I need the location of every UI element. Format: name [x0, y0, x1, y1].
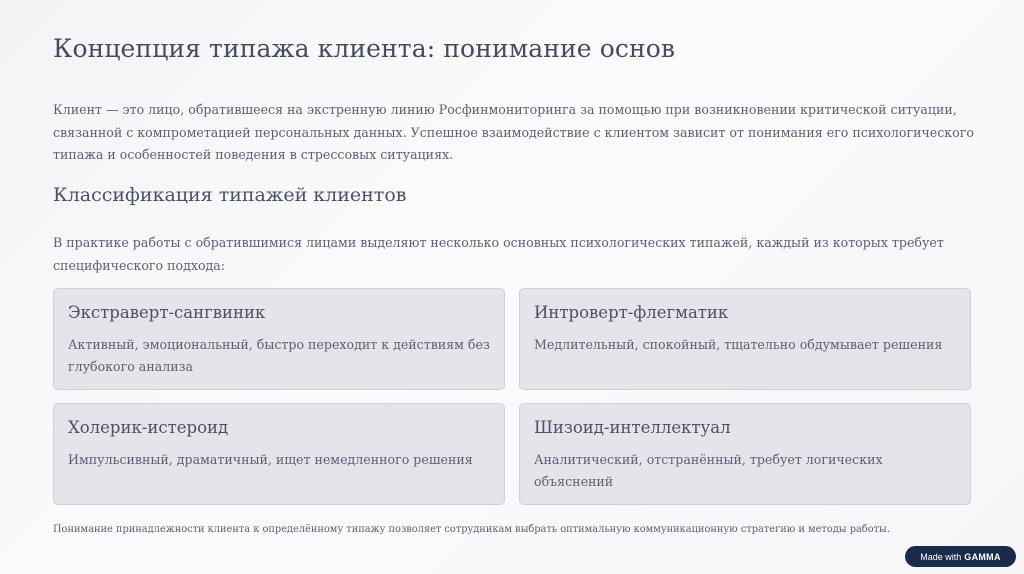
card-description: Импульсивный, драматичный, ищет немедленного решения — [68, 452, 473, 467]
card-description: Активный, эмоциональный, быстро переходит к действиям без глубокого анализа — [68, 337, 490, 374]
card-title: Интроверт-флегматик — [534, 303, 729, 322]
card-title: Шизоид-интеллектуал — [534, 418, 731, 437]
made-with-gamma-badge[interactable] — [905, 546, 1016, 567]
badge-prefix: Made with — [920, 551, 962, 562]
gamma-logo: GAMMA — [964, 551, 1001, 562]
section-title: Классификация типажей клиентов — [53, 184, 407, 206]
page-title: Концепция типажа клиента: понимание основ — [53, 34, 676, 63]
card-title: Холерик-истероид — [68, 418, 229, 437]
card-title: Экстраверт-сангвиник — [68, 303, 266, 322]
practice-paragraph: В практике работы с обратившимися лицами выделяют несколько основных психологических типажей, каждый из которых требует специфического подхода: — [53, 235, 944, 273]
footer-note: Понимание принадлежности клиента к определённому типажу позволяет сотрудникам выбрать оптимальную коммуникационную стратегию и методы работы. — [53, 524, 890, 535]
card-extravert-sanguine — [53, 288, 505, 390]
card-schizoid-intellectual — [519, 403, 971, 505]
card-introvert-phlegmatic — [519, 288, 971, 390]
card-description: Аналитический, отстранённый, требует логических объяснений — [534, 452, 883, 489]
card-description: Медлительный, спокойный, тщательно обдумывает решения — [534, 337, 943, 352]
intro-paragraph: Клиент — это лицо, обратившееся на экстренную линию Росфинмониторинга за помощью при возникновении критической ситуации, связанной с компрометацией персональных данных. Успешное взаимодействие с клиентом зависит от понимания его психологического типажа и особенностей поведения в стрессовых ситуациях. — [53, 102, 974, 162]
card-choleric-hysteroid — [53, 403, 505, 505]
